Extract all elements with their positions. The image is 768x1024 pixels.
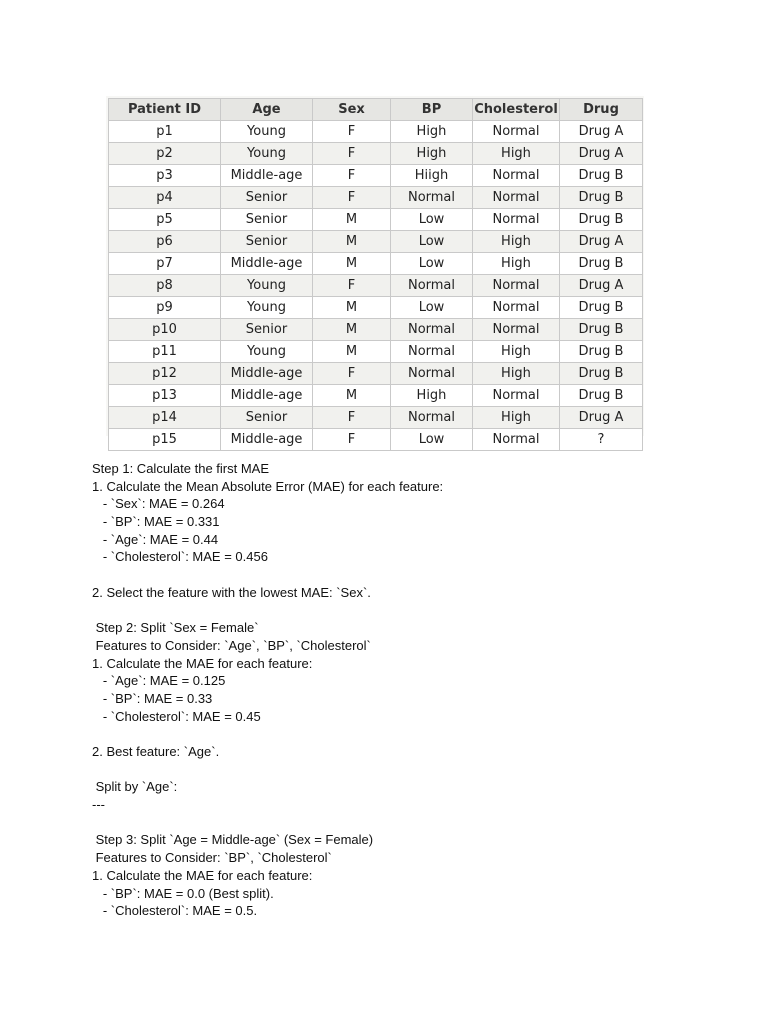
- table-row: [109, 319, 643, 341]
- table-row: [109, 363, 643, 385]
- table-cell: High: [473, 407, 560, 429]
- table-cell: Hiigh: [391, 165, 473, 187]
- table-cell: Drug B: [560, 253, 643, 275]
- table-cell: Senior: [221, 407, 313, 429]
- table-row: [109, 429, 643, 451]
- solution-text: [92, 460, 732, 920]
- table-cell: Normal: [391, 275, 473, 297]
- table-cell: Drug B: [560, 297, 643, 319]
- table-cell: F: [313, 165, 391, 187]
- table-cell: F: [313, 407, 391, 429]
- table-cell: F: [313, 187, 391, 209]
- table-cell: Middle-age: [221, 385, 313, 407]
- column-header: Drug: [560, 99, 643, 121]
- table-cell: F: [313, 363, 391, 385]
- table-cell: p15: [109, 429, 221, 451]
- text-line: 1. Calculate the MAE for each feature:: [92, 867, 313, 883]
- table-cell: High: [473, 253, 560, 275]
- text-line: [92, 602, 732, 620]
- table-cell: Middle-age: [221, 429, 313, 451]
- table-cell: p4: [109, 187, 221, 209]
- table-cell: p5: [109, 209, 221, 231]
- column-header: Sex: [313, 99, 391, 121]
- text-line: Features to Consider: `Age`, `BP`, `Cholesterol`: [92, 637, 371, 653]
- table-cell: Normal: [391, 319, 473, 341]
- table-cell: Drug B: [560, 209, 643, 231]
- table-cell: Senior: [221, 187, 313, 209]
- table-cell: p3: [109, 165, 221, 187]
- table-cell: Normal: [473, 319, 560, 341]
- table-cell: Low: [391, 253, 473, 275]
- table-header-row: [109, 99, 643, 121]
- table-cell: Low: [391, 429, 473, 451]
- text-line: [92, 761, 732, 779]
- table-cell: p8: [109, 275, 221, 297]
- table-cell: p6: [109, 231, 221, 253]
- table-cell: High: [473, 143, 560, 165]
- table-cell: Senior: [221, 231, 313, 253]
- text-line: [92, 814, 732, 832]
- table-cell: Normal: [391, 187, 473, 209]
- text-line: - `BP`: MAE = 0.0 (Best split).: [92, 885, 274, 901]
- table-cell: High: [473, 231, 560, 253]
- table-cell: Normal: [473, 165, 560, 187]
- text-line: - `BP`: MAE = 0.331: [92, 514, 220, 530]
- table-cell: Drug A: [560, 143, 643, 165]
- table-cell: Drug A: [560, 121, 643, 143]
- text-line: - `Age`: MAE = 0.44: [92, 531, 219, 547]
- table-cell: M: [313, 297, 391, 319]
- text-line: [92, 566, 732, 584]
- table-cell: Senior: [221, 319, 313, 341]
- text-line: - `Cholesterol`: MAE = 0.456: [92, 549, 268, 565]
- table-cell: High: [391, 143, 473, 165]
- table-cell: Drug A: [560, 407, 643, 429]
- text-line: Step 1: Calculate the first MAE: [92, 461, 270, 476]
- table-cell: p14: [109, 407, 221, 429]
- table-row: [109, 187, 643, 209]
- table-cell: M: [313, 341, 391, 363]
- table-cell: High: [473, 341, 560, 363]
- column-header: Age: [221, 99, 313, 121]
- table-cell: Senior: [221, 209, 313, 231]
- text-line: Split by `Age`:: [92, 779, 178, 795]
- patient-table-image: [106, 96, 644, 447]
- table-cell: High: [391, 121, 473, 143]
- table-cell: Low: [391, 231, 473, 253]
- table-cell: p10: [109, 319, 221, 341]
- table-cell: F: [313, 429, 391, 451]
- table-cell: p13: [109, 385, 221, 407]
- table-cell: Low: [391, 297, 473, 319]
- table-cell: Young: [221, 121, 313, 143]
- column-header: Cholesterol: [473, 99, 560, 121]
- table-row: [109, 341, 643, 363]
- table-cell: p7: [109, 253, 221, 275]
- table-cell: Drug A: [560, 231, 643, 253]
- table-cell: Drug B: [560, 165, 643, 187]
- table-cell: Young: [221, 341, 313, 363]
- table-cell: Normal: [473, 121, 560, 143]
- table-cell: Drug A: [560, 275, 643, 297]
- column-header: Patient ID: [109, 99, 221, 121]
- table-cell: Middle-age: [221, 165, 313, 187]
- table-cell: Normal: [473, 297, 560, 319]
- table-cell: Young: [221, 297, 313, 319]
- table-cell: Normal: [391, 363, 473, 385]
- text-line: ---: [92, 797, 105, 813]
- table-row: [109, 407, 643, 429]
- table-cell: Normal: [391, 407, 473, 429]
- text-line: - `BP`: MAE = 0.33: [92, 690, 213, 706]
- table-cell: Normal: [473, 429, 560, 451]
- table-cell: High: [391, 385, 473, 407]
- table-cell: Young: [221, 143, 313, 165]
- table-cell: F: [313, 275, 391, 297]
- table-cell: Normal: [391, 341, 473, 363]
- table-body: [109, 121, 643, 451]
- text-line: 1. Calculate the Mean Absolute Error (MAE) for each feature:: [92, 478, 444, 494]
- text-line: Features to Consider: `BP`, `Cholesterol`: [92, 850, 332, 866]
- table-cell: Middle-age: [221, 253, 313, 275]
- table-row: [109, 385, 643, 407]
- text-line: 2. Select the feature with the lowest MAE: `Sex`.: [92, 584, 371, 600]
- table-cell: Drug B: [560, 319, 643, 341]
- text-line: 1. Calculate the MAE for each feature:: [92, 655, 313, 671]
- text-line: Step 2: Split `Sex = Female`: [92, 620, 259, 636]
- table-cell: p1: [109, 121, 221, 143]
- table-cell: Drug B: [560, 385, 643, 407]
- table-cell: Young: [221, 275, 313, 297]
- table-cell: Drug B: [560, 187, 643, 209]
- text-line: - `Cholesterol`: MAE = 0.5.: [92, 903, 258, 919]
- table-row: [109, 165, 643, 187]
- table-cell: p12: [109, 363, 221, 385]
- table-cell: p11: [109, 341, 221, 363]
- table-row: [109, 143, 643, 165]
- table-cell: Low: [391, 209, 473, 231]
- column-header: BP: [391, 99, 473, 121]
- table-cell: ?: [560, 429, 643, 451]
- table-cell: M: [313, 319, 391, 341]
- table-cell: High: [473, 363, 560, 385]
- table-cell: Normal: [473, 209, 560, 231]
- table-row: [109, 209, 643, 231]
- table-cell: p9: [109, 297, 221, 319]
- table-cell: M: [313, 209, 391, 231]
- table-cell: Drug B: [560, 363, 643, 385]
- table-cell: Middle-age: [221, 363, 313, 385]
- text-line: - `Cholesterol`: MAE = 0.45: [92, 708, 261, 724]
- table-row: [109, 275, 643, 297]
- table-cell: M: [313, 253, 391, 275]
- table-row: [109, 253, 643, 275]
- table-cell: Normal: [473, 385, 560, 407]
- table-cell: p2: [109, 143, 221, 165]
- table-cell: F: [313, 143, 391, 165]
- table-cell: Drug B: [560, 341, 643, 363]
- text-line: [92, 725, 732, 743]
- table-row: [109, 231, 643, 253]
- table-cell: Normal: [473, 275, 560, 297]
- table-cell: M: [313, 385, 391, 407]
- table-cell: F: [313, 121, 391, 143]
- table-cell: Normal: [473, 187, 560, 209]
- table-cell: M: [313, 231, 391, 253]
- text-line: - `Sex`: MAE = 0.264: [92, 496, 225, 512]
- table-row: [109, 297, 643, 319]
- text-line: 2. Best feature: `Age`.: [92, 744, 220, 759]
- text-line: - `Age`: MAE = 0.125: [92, 673, 226, 689]
- table-row: [109, 121, 643, 143]
- patient-drug-table: [108, 98, 643, 451]
- text-line: Step 3: Split `Age = Middle-age` (Sex = Female): [92, 832, 374, 848]
